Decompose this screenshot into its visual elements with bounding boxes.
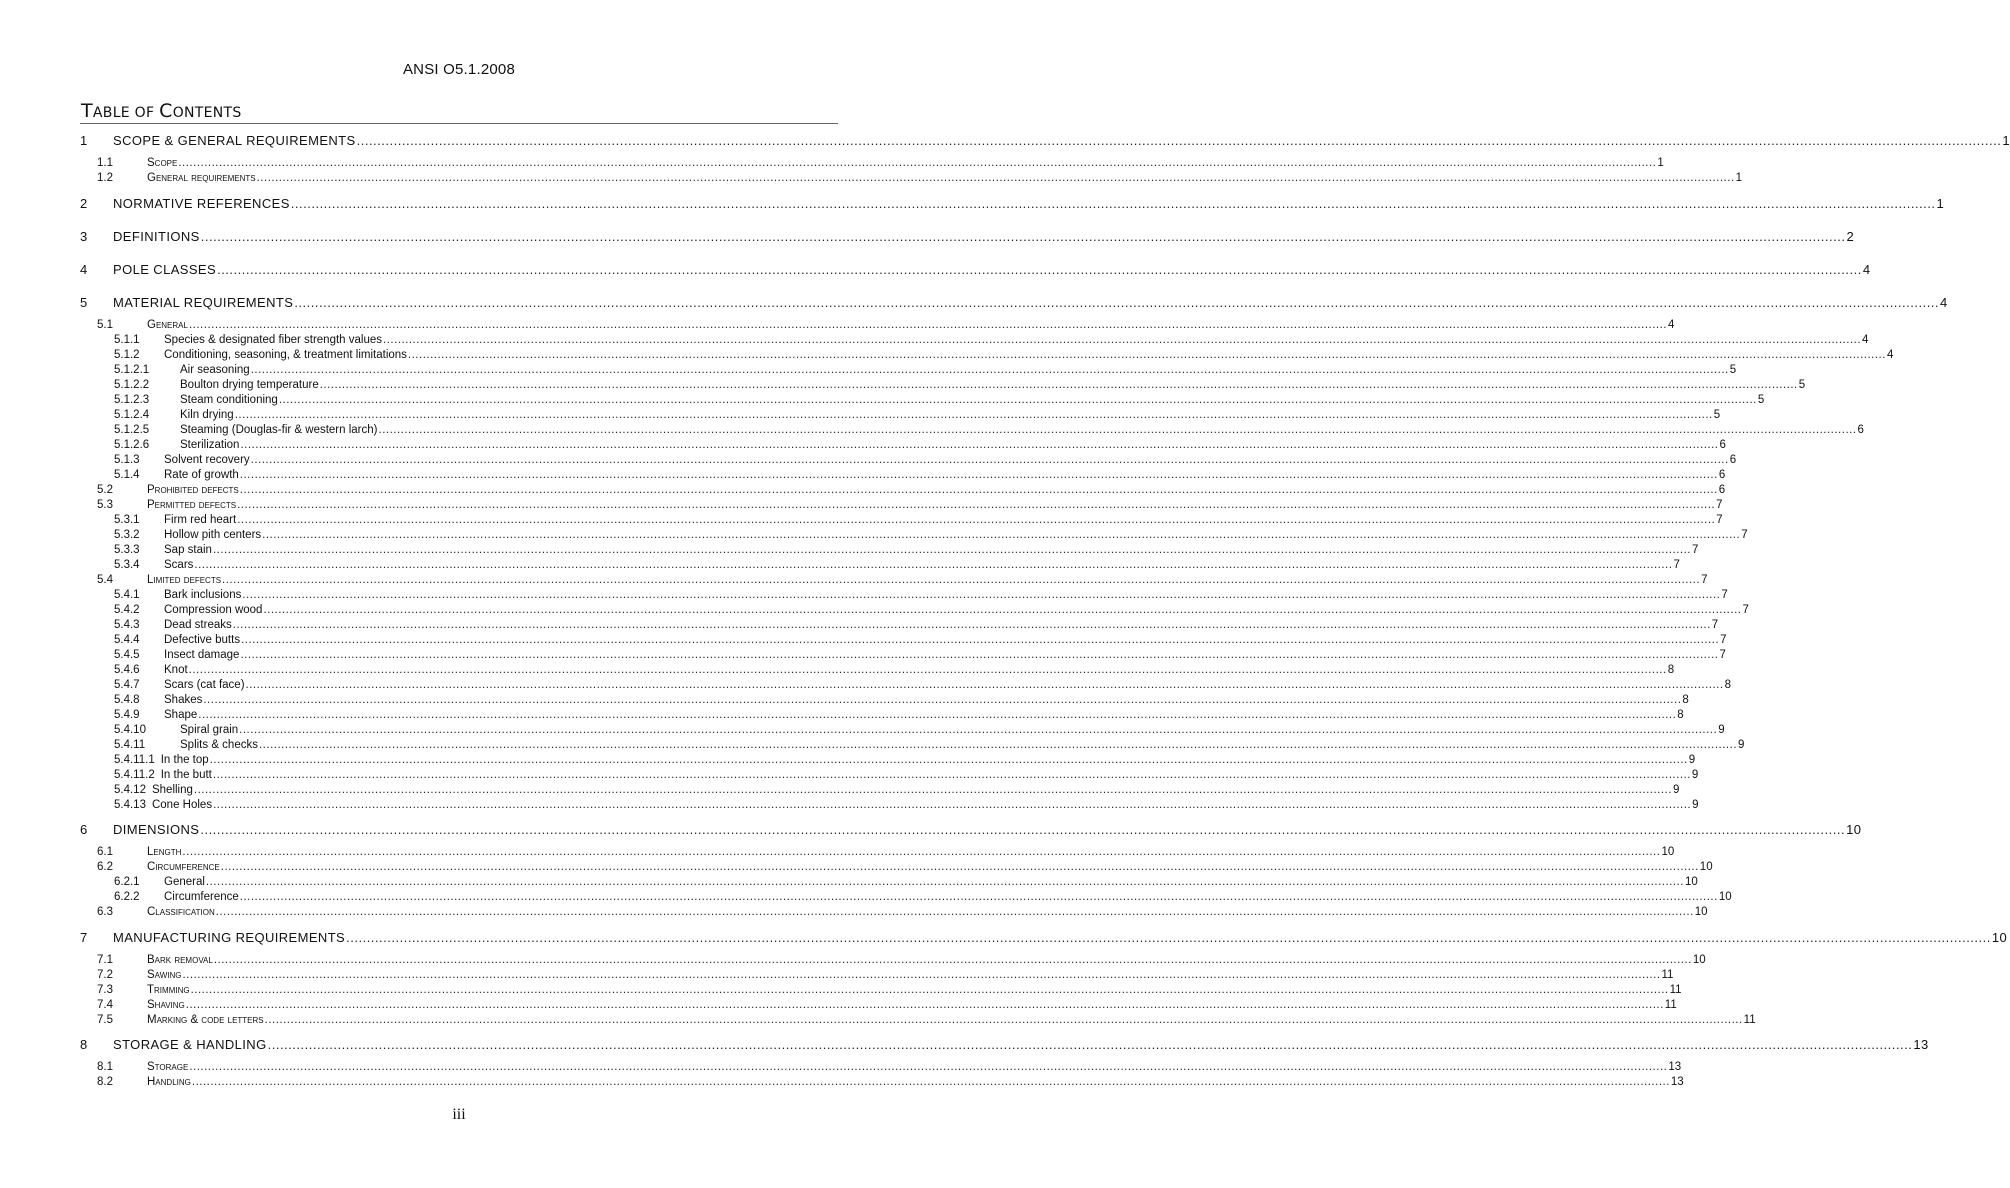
- dot-leader: ................................................................................................................................................................................................................................................................................................................................................................................................................: [193, 784, 1672, 796]
- toc-entry-5-1-1[interactable]: [114, 334, 1869, 346]
- dot-leader: ................................................................................................................................................................................................................................................................................................................................................................................................................: [294, 295, 1940, 310]
- toc-entry-title: POLE CLASSES: [113, 262, 217, 277]
- dot-leader: ................................................................................................................................................................................................................................................................................................................................................................................................................: [200, 822, 1846, 837]
- dot-leader: ................................................................................................................................................................................................................................................................................................................................................................................................................: [239, 724, 1718, 736]
- toc-entry-1-2[interactable]: [97, 172, 1743, 184]
- toc-entry-title: Scars: [164, 559, 194, 571]
- toc-entry-title: In the butt: [160, 769, 212, 781]
- toc-entry-title: Prohibited defects: [147, 484, 239, 496]
- dot-leader: ................................................................................................................................................................................................................................................................................................................................................................................................................: [383, 334, 1862, 346]
- toc-entry-title: Firm red heart: [164, 514, 237, 526]
- toc-entry-2[interactable]: [80, 196, 1945, 211]
- toc-entry-number: 5.4.10: [114, 724, 146, 736]
- toc-entry-page: 1: [1657, 157, 1664, 169]
- toc-entry-number: 5.4.4: [114, 634, 140, 646]
- toc-entry-5-4-13[interactable]: [114, 799, 1699, 811]
- toc-entry-page: 13: [1668, 1061, 1682, 1073]
- toc-entry-5-4-8[interactable]: [114, 694, 1689, 706]
- toc-entry-title: Cone Holes: [151, 799, 213, 811]
- toc-entry-title: Shakes: [164, 694, 203, 706]
- toc-entry-page: 7: [1721, 589, 1728, 601]
- dot-leader: ................................................................................................................................................................................................................................................................................................................................................................................................................: [264, 1014, 1743, 1026]
- toc-entry-number: 1.2: [97, 172, 113, 184]
- toc-entry-5-1-2-1[interactable]: [114, 364, 1737, 376]
- dot-leader: ................................................................................................................................................................................................................................................................................................................................................................................................................: [237, 514, 1716, 526]
- dot-leader: ................................................................................................................................................................................................................................................................................................................................................................................................................: [240, 439, 1719, 451]
- toc-entry-title: Trimming: [147, 984, 190, 996]
- dot-leader: ................................................................................................................................................................................................................................................................................................................................................................................................................: [198, 709, 1677, 721]
- toc-entry-5-1-2-5[interactable]: [114, 424, 1864, 436]
- dot-leader: ................................................................................................................................................................................................................................................................................................................................................................................................................: [188, 664, 1667, 676]
- dot-leader: ................................................................................................................................................................................................................................................................................................................................................................................................................: [178, 157, 1657, 169]
- toc-entry-5-4-12[interactable]: [114, 784, 1680, 796]
- toc-entry-number: 6: [80, 822, 88, 837]
- toc-entry-title: Scars (cat face): [164, 679, 245, 691]
- toc-entry-number: 5.3.3: [114, 544, 140, 556]
- toc-entry-title: Conditioning, seasoning, & treatment limitations: [164, 349, 407, 361]
- toc-entry-page: 5: [1729, 364, 1737, 376]
- toc-entry-5-4-11[interactable]: [114, 739, 1745, 751]
- toc-entry-title: DIMENSIONS: [113, 822, 200, 837]
- dot-leader: ................................................................................................................................................................................................................................................................................................................................................................................................................: [242, 589, 1721, 601]
- dot-leader: ................................................................................................................................................................................................................................................................................................................................................................................................................: [222, 574, 1701, 586]
- toc-entry-page: 11: [1664, 999, 1677, 1011]
- dot-leader: ................................................................................................................................................................................................................................................................................................................................................................................................................: [250, 364, 1729, 376]
- dot-leader: ................................................................................................................................................................................................................................................................................................................................................................................................................: [240, 649, 1719, 661]
- toc-entry-number: 5.1.2: [114, 349, 140, 361]
- dot-leader: ................................................................................................................................................................................................................................................................................................................................................................................................................: [245, 679, 1724, 691]
- toc-entry-number: 5.4.8: [114, 694, 140, 706]
- toc-entry-7-1[interactable]: [97, 954, 1706, 966]
- toc-entry-5-4-9[interactable]: [114, 709, 1684, 721]
- toc-entry-5-4[interactable]: [97, 574, 1708, 586]
- toc-entry-title: Length: [147, 846, 182, 858]
- dot-leader: ................................................................................................................................................................................................................................................................................................................................................................................................................: [319, 379, 1798, 391]
- toc-entry-title: Kiln drying: [180, 409, 234, 421]
- toc-entry-page: 8: [1724, 679, 1731, 691]
- toc-entry-number: 4: [80, 262, 88, 277]
- dot-leader: ................................................................................................................................................................................................................................................................................................................................................................................................................: [185, 999, 1664, 1011]
- toc-entry-number: 5.4.1: [114, 589, 140, 601]
- dot-leader: ................................................................................................................................................................................................................................................................................................................................................................................................................: [182, 969, 1661, 981]
- toc-entry-page: 7: [1742, 604, 1749, 616]
- toc-entry-number: 5.4.3: [114, 619, 140, 631]
- toc-entry-page: 7: [1711, 619, 1719, 631]
- toc-entry-page: 10: [1699, 861, 1713, 873]
- toc-entry-number: 1.1: [97, 157, 113, 169]
- toc-entry-number: 5.4.11.1: [114, 754, 155, 766]
- toc-entry-page: 10: [1661, 846, 1675, 858]
- toc-entry-5-4-1[interactable]: [114, 589, 1728, 601]
- toc-entry-number: 5.3.1: [114, 514, 140, 526]
- dot-leader: ................................................................................................................................................................................................................................................................................................................................................................................................................: [189, 1061, 1668, 1073]
- toc-entry-number: 5.4.7: [114, 679, 140, 691]
- toc-entry-7-3[interactable]: [97, 984, 1682, 996]
- toc-entry-number: 5.3.4: [114, 559, 140, 571]
- toc-entry-page: 5: [1713, 409, 1721, 421]
- toc-entry-title: Dead streaks: [164, 619, 232, 631]
- dot-leader: ................................................................................................................................................................................................................................................................................................................................................................................................................: [205, 876, 1684, 888]
- toc-entry-title: Splits & checks: [180, 739, 258, 751]
- toc-entry-title: Rate of growth: [164, 469, 239, 481]
- toc-entry-title: Shape: [164, 709, 198, 721]
- toc-entry-5-4-2[interactable]: [114, 604, 1749, 616]
- toc-entry-page: 2: [1846, 229, 1855, 244]
- dot-leader: ................................................................................................................................................................................................................................................................................................................................................................................................................: [213, 799, 1692, 811]
- dot-leader: ................................................................................................................................................................................................................................................................................................................................................................................................................: [200, 229, 1846, 244]
- toc-entry-page: 5: [1798, 379, 1806, 391]
- toc-entry-1-1[interactable]: [97, 157, 1664, 169]
- dot-leader: ................................................................................................................................................................................................................................................................................................................................................................................................................: [209, 754, 1688, 766]
- toc-entry-number: 6.2.2: [114, 891, 140, 903]
- toc-entry-page: 4: [1886, 349, 1894, 361]
- toc-entry-title: Solvent recovery: [164, 454, 250, 466]
- toc-entry-number: 8.2: [97, 1076, 113, 1088]
- page-number: iii: [452, 1106, 466, 1123]
- dot-leader: ................................................................................................................................................................................................................................................................................................................................................................................................................: [182, 846, 1661, 858]
- toc-entry-number: 5.4: [97, 574, 113, 586]
- toc-entry-5-1-3[interactable]: [114, 454, 1737, 466]
- toc-entry-page: 11: [1743, 1014, 1756, 1026]
- toc-entry-title: Defective butts: [164, 634, 241, 646]
- toc-entry-7[interactable]: [80, 930, 2008, 945]
- dot-leader: ................................................................................................................................................................................................................................................................................................................................................................................................................: [239, 891, 1718, 903]
- dot-leader: ................................................................................................................................................................................................................................................................................................................................................................................................................: [356, 133, 2002, 148]
- toc-entry-5-4-7[interactable]: [114, 679, 1731, 691]
- toc-entry-title: Limited defects: [147, 574, 222, 586]
- dot-leader: ................................................................................................................................................................................................................................................................................................................................................................................................................: [232, 619, 1711, 631]
- toc-entry-title: Knot: [164, 664, 188, 676]
- toc-entry-5-3-2[interactable]: [114, 529, 1748, 541]
- toc-entry-page: 8: [1667, 664, 1675, 676]
- toc-entry-number: 5.3.2: [114, 529, 140, 541]
- toc-entry-8[interactable]: [80, 1037, 1929, 1052]
- toc-entry-title: Species & designated fiber strength values: [164, 334, 382, 346]
- toc-entry-number: 5.1.1: [114, 334, 140, 346]
- toc-entry-6-2-2[interactable]: [114, 891, 1732, 903]
- toc-entry-page: 5: [1757, 394, 1765, 406]
- toc-entry-page: 8: [1682, 694, 1689, 706]
- toc-entry-3[interactable]: [80, 229, 1855, 244]
- toc-entry-number: 7.2: [97, 969, 113, 981]
- toc-entry-number: 5.1: [97, 319, 113, 331]
- dot-leader: ................................................................................................................................................................................................................................................................................................................................................................................................................: [239, 484, 1718, 496]
- toc-entry-page: 7: [1716, 514, 1723, 526]
- toc-entry-page: 10: [1684, 876, 1698, 888]
- toc-entry-page: 9: [1692, 799, 1699, 811]
- toc-entry-1[interactable]: [80, 133, 2010, 148]
- dot-leader: ................................................................................................................................................................................................................................................................................................................................................................................................................: [194, 559, 1673, 571]
- toc-entry-page: 8: [1677, 709, 1684, 721]
- toc-entry-page: 7: [1701, 574, 1708, 586]
- toc-entry-number: 6.2: [97, 861, 113, 873]
- toc-entry-title: SCOPE & GENERAL REQUIREMENTS: [113, 133, 356, 148]
- toc-entry-title: Sterilization: [180, 439, 240, 451]
- toc-entry-5-1-2[interactable]: [114, 349, 1894, 361]
- toc-entry-6-1[interactable]: [97, 846, 1675, 858]
- toc-entry-page: 10: [1694, 906, 1708, 918]
- toc-entry-5[interactable]: [80, 295, 1948, 310]
- dot-leader: ................................................................................................................................................................................................................................................................................................................................................................................................................: [267, 1037, 1913, 1052]
- toc-entry-number: 5.1.3: [114, 454, 140, 466]
- toc-entry-title: General: [164, 876, 205, 888]
- toc-entry-page: 9: [1688, 754, 1696, 766]
- toc-entry-title: Classification: [147, 906, 215, 918]
- toc-entry-page: 7: [1673, 559, 1680, 571]
- toc-entry-title: General requirements: [147, 172, 256, 184]
- toc-entry-8-1[interactable]: [97, 1061, 1682, 1073]
- toc-entry-page: 9: [1691, 769, 1699, 781]
- toc-entry-title: Hollow pith centers: [164, 529, 262, 541]
- toc-entry-page: 6: [1857, 424, 1864, 436]
- dot-leader: ................................................................................................................................................................................................................................................................................................................................................................................................................: [262, 529, 1741, 541]
- document-header: ANSI O5.1.2008: [402, 61, 516, 78]
- toc-entry-number: 6.1: [97, 846, 113, 858]
- toc-heading-cap-t: T: [81, 100, 93, 122]
- toc-entry-5-2[interactable]: [97, 484, 1726, 496]
- toc-entry-page: 1: [2002, 133, 2010, 148]
- toc-entry-number: 7.1: [97, 954, 113, 966]
- toc-entry-number: 5.1.2.5: [114, 424, 150, 436]
- toc-entry-number: 5.1.2.2: [114, 379, 150, 391]
- dot-leader: ................................................................................................................................................................................................................................................................................................................................................................................................................: [191, 1076, 1670, 1088]
- toc-entry-number: 5.4.11: [114, 739, 146, 751]
- toc-entry-number: 2: [80, 196, 88, 211]
- toc-entry-6-2[interactable]: [97, 861, 1713, 873]
- toc-entry-number: 5.4.11.2: [114, 769, 155, 781]
- toc-entry-page: 6: [1718, 484, 1726, 496]
- toc-entry-number: 7.4: [97, 999, 113, 1011]
- toc-heading-part-2: ONTENTS: [172, 105, 242, 121]
- toc-entry-number: 6.3: [97, 906, 113, 918]
- dot-leader: ................................................................................................................................................................................................................................................................................................................................................................................................................: [250, 454, 1729, 466]
- toc-entry-5-1-4[interactable]: [114, 469, 1726, 481]
- toc-entry-title: Circumference: [164, 891, 239, 903]
- toc-entry-page: 9: [1738, 739, 1745, 751]
- toc-entry-page: 11: [1669, 984, 1682, 996]
- toc-entry-page: 9: [1718, 724, 1725, 736]
- dot-leader: ................................................................................................................................................................................................................................................................................................................................................................................................................: [212, 769, 1691, 781]
- toc-entry-5-3-4[interactable]: [114, 559, 1680, 571]
- toc-entry-title: Scope: [147, 157, 178, 169]
- toc-entry-title: NORMATIVE REFERENCES: [113, 196, 290, 211]
- toc-entry-number: 6.2.1: [114, 876, 140, 888]
- dot-leader: ................................................................................................................................................................................................................................................................................................................................................................................................................: [378, 424, 1857, 436]
- toc-entry-number: 7.3: [97, 984, 113, 996]
- toc-entry-title: Shaving: [147, 999, 185, 1011]
- toc-entry-title: Sap stain: [164, 544, 212, 556]
- toc-heading-part-1: ABLE OF: [92, 105, 160, 121]
- toc-entry-number: 5: [80, 295, 88, 310]
- toc-entry-number: 5.3: [97, 499, 113, 511]
- toc-entry-number: 5.1.2.3: [114, 394, 150, 406]
- toc-entry-5-1-2-6[interactable]: [114, 439, 1726, 451]
- toc-entry-page: 6: [1719, 439, 1726, 451]
- dot-leader: ................................................................................................................................................................................................................................................................................................................................................................................................................: [213, 954, 1692, 966]
- toc-entry-page: 4: [1862, 262, 1871, 277]
- toc-entry-title: Steam conditioning: [180, 394, 278, 406]
- dot-leader: ................................................................................................................................................................................................................................................................................................................................................................................................................: [220, 861, 1699, 873]
- toc-entry-number: 8.1: [97, 1061, 113, 1073]
- toc-entry-title: Boulton drying temperature: [180, 379, 319, 391]
- toc-entry-number: 5.1.2.1: [114, 364, 150, 376]
- toc-entry-page: 4: [1862, 334, 1869, 346]
- toc-entry-page: 10: [1846, 822, 1862, 837]
- dot-leader: ................................................................................................................................................................................................................................................................................................................................................................................................................: [203, 694, 1682, 706]
- toc-entry-8-2[interactable]: [97, 1076, 1684, 1088]
- toc-entry-5-4-11-2[interactable]: [114, 769, 1699, 781]
- dot-leader: ................................................................................................................................................................................................................................................................................................................................................................................................................: [278, 394, 1757, 406]
- dot-leader: ................................................................................................................................................................................................................................................................................................................................................................................................................: [212, 544, 1691, 556]
- toc-entry-page: 11: [1661, 969, 1674, 981]
- toc-entry-title: Marking & code letters: [147, 1014, 264, 1026]
- toc-entry-title: Permitted defects: [147, 499, 237, 511]
- toc-entry-title: MANUFACTURING REQUIREMENTS: [113, 930, 346, 945]
- toc-entry-5-4-6[interactable]: [114, 664, 1675, 676]
- dot-leader: ................................................................................................................................................................................................................................................................................................................................................................................................................: [346, 930, 1991, 945]
- dot-leader: ................................................................................................................................................................................................................................................................................................................................................................................................................: [234, 409, 1713, 421]
- dot-leader: ................................................................................................................................................................................................................................................................................................................................................................................................................: [239, 469, 1718, 481]
- dot-leader: ................................................................................................................................................................................................................................................................................................................................................................................................................: [407, 349, 1886, 361]
- toc-entry-number: 3: [80, 229, 88, 244]
- toc-entry-number: 5.4.13: [114, 799, 146, 811]
- toc-entry-page: 1: [1735, 172, 1743, 184]
- toc-entry-number: 5.4.9: [114, 709, 140, 721]
- toc-entry-7-2[interactable]: [97, 969, 1674, 981]
- dot-leader: ................................................................................................................................................................................................................................................................................................................................................................................................................: [190, 984, 1669, 996]
- toc-entry-title: Storage: [147, 1061, 189, 1073]
- toc-entry-title: STORAGE & HANDLING: [113, 1037, 267, 1052]
- toc-entry-number: 5.4.5: [114, 649, 140, 661]
- toc-entry-title: Handling: [147, 1076, 191, 1088]
- toc-entry-page: 10: [1692, 954, 1706, 966]
- toc-entry-number: 7: [80, 930, 88, 945]
- toc-entry-5-4-10[interactable]: [114, 724, 1725, 736]
- toc-entry-page: 7: [1719, 649, 1726, 661]
- toc-entry-page: 10: [1991, 930, 2008, 945]
- toc-entry-page: 4: [1940, 295, 1948, 310]
- toc-entry-page: 6: [1718, 469, 1726, 481]
- dot-leader: ................................................................................................................................................................................................................................................................................................................................................................................................................: [241, 634, 1720, 646]
- toc-entry-number: 5.4.2: [114, 604, 140, 616]
- toc-entry-number: 7.5: [97, 1014, 113, 1026]
- toc-entry-5-4-11-1[interactable]: [114, 754, 1696, 766]
- toc-entry-page: 13: [1913, 1037, 1929, 1052]
- dot-leader: ................................................................................................................................................................................................................................................................................................................................................................................................................: [263, 604, 1742, 616]
- toc-entry-5-3[interactable]: [97, 499, 1723, 511]
- toc-entry-6-3[interactable]: [97, 906, 1708, 918]
- toc-entry-page: 6: [1729, 454, 1737, 466]
- toc-entry-title: Insect damage: [164, 649, 240, 661]
- toc-entry-5-4-3[interactable]: [114, 619, 1719, 631]
- dot-leader: ................................................................................................................................................................................................................................................................................................................................................................................................................: [256, 172, 1735, 184]
- toc-entry-5-1-2-3[interactable]: [114, 394, 1765, 406]
- toc-entry-number: 5.1.2.6: [114, 439, 150, 451]
- toc-entry-7-5[interactable]: [97, 1014, 1756, 1026]
- toc-entry-page: 13: [1670, 1076, 1684, 1088]
- toc-entry-number: 1: [80, 133, 88, 148]
- toc-entry-page: 4: [1668, 319, 1675, 331]
- toc-entry-title: Spiral grain: [180, 724, 239, 736]
- toc-entry-number: 5.4.12: [114, 784, 146, 796]
- toc-entry-title: DEFINITIONS: [113, 229, 200, 244]
- toc-entry-title: Bark removal: [147, 954, 213, 966]
- dot-leader: ................................................................................................................................................................................................................................................................................................................................................................................................................: [217, 262, 1862, 277]
- toc-entry-page: 7: [1691, 544, 1699, 556]
- toc-entry-5-1-2-2[interactable]: [114, 379, 1806, 391]
- toc-entry-5-3-1[interactable]: [114, 514, 1723, 526]
- toc-entry-title: Compression wood: [164, 604, 263, 616]
- toc-entry-title: Air seasoning: [180, 364, 250, 376]
- toc-entry-5-1-2-4[interactable]: [114, 409, 1721, 421]
- toc-entry-5-1[interactable]: [97, 319, 1675, 331]
- toc-entry-number: 5.4.6: [114, 664, 140, 676]
- toc-entry-5-4-5[interactable]: [114, 649, 1726, 661]
- toc-entry-number: 5.1.2.4: [114, 409, 150, 421]
- toc-entry-5-3-3[interactable]: [114, 544, 1699, 556]
- toc-entry-page: 7: [1716, 499, 1723, 511]
- dot-leader: ................................................................................................................................................................................................................................................................................................................................................................................................................: [188, 319, 1667, 331]
- dot-leader: ................................................................................................................................................................................................................................................................................................................................................................................................................: [290, 196, 1936, 211]
- toc-entry-title: In the top: [160, 754, 209, 766]
- toc-entry-5-4-4[interactable]: [114, 634, 1727, 646]
- toc-entry-number: 8: [80, 1037, 88, 1052]
- toc-entry-number: 5.1.4: [114, 469, 140, 481]
- toc-entry-title: General: [147, 319, 188, 331]
- toc-entry-page: 10: [1718, 891, 1732, 903]
- toc-entry-title: Sawing: [147, 969, 182, 981]
- toc-entry-number: 5.2: [97, 484, 113, 496]
- toc-entry-title: MATERIAL REQUIREMENTS: [113, 295, 294, 310]
- toc-heading-cap-c: C: [159, 100, 173, 122]
- toc-entry-6-2-1[interactable]: [114, 876, 1698, 888]
- toc-entry-title: Shelling: [151, 784, 193, 796]
- dot-leader: ................................................................................................................................................................................................................................................................................................................................................................................................................: [215, 906, 1694, 918]
- toc-entry-title: Bark inclusions: [164, 589, 242, 601]
- toc-entry-page: 1: [1936, 196, 1945, 211]
- toc-entry-6[interactable]: [80, 822, 1862, 837]
- toc-entry-4[interactable]: [80, 262, 1871, 277]
- toc-entry-page: 7: [1720, 634, 1727, 646]
- dot-leader: ................................................................................................................................................................................................................................................................................................................................................................................................................: [258, 739, 1738, 751]
- toc-entry-title: Steaming (Douglas-fir & western larch): [180, 424, 378, 436]
- toc-entry-page: 7: [1741, 529, 1748, 541]
- toc-entry-7-4[interactable]: [97, 999, 1677, 1011]
- toc-entry-title: Circumference: [147, 861, 220, 873]
- dot-leader: ................................................................................................................................................................................................................................................................................................................................................................................................................: [237, 499, 1716, 511]
- toc-entry-page: 9: [1672, 784, 1680, 796]
